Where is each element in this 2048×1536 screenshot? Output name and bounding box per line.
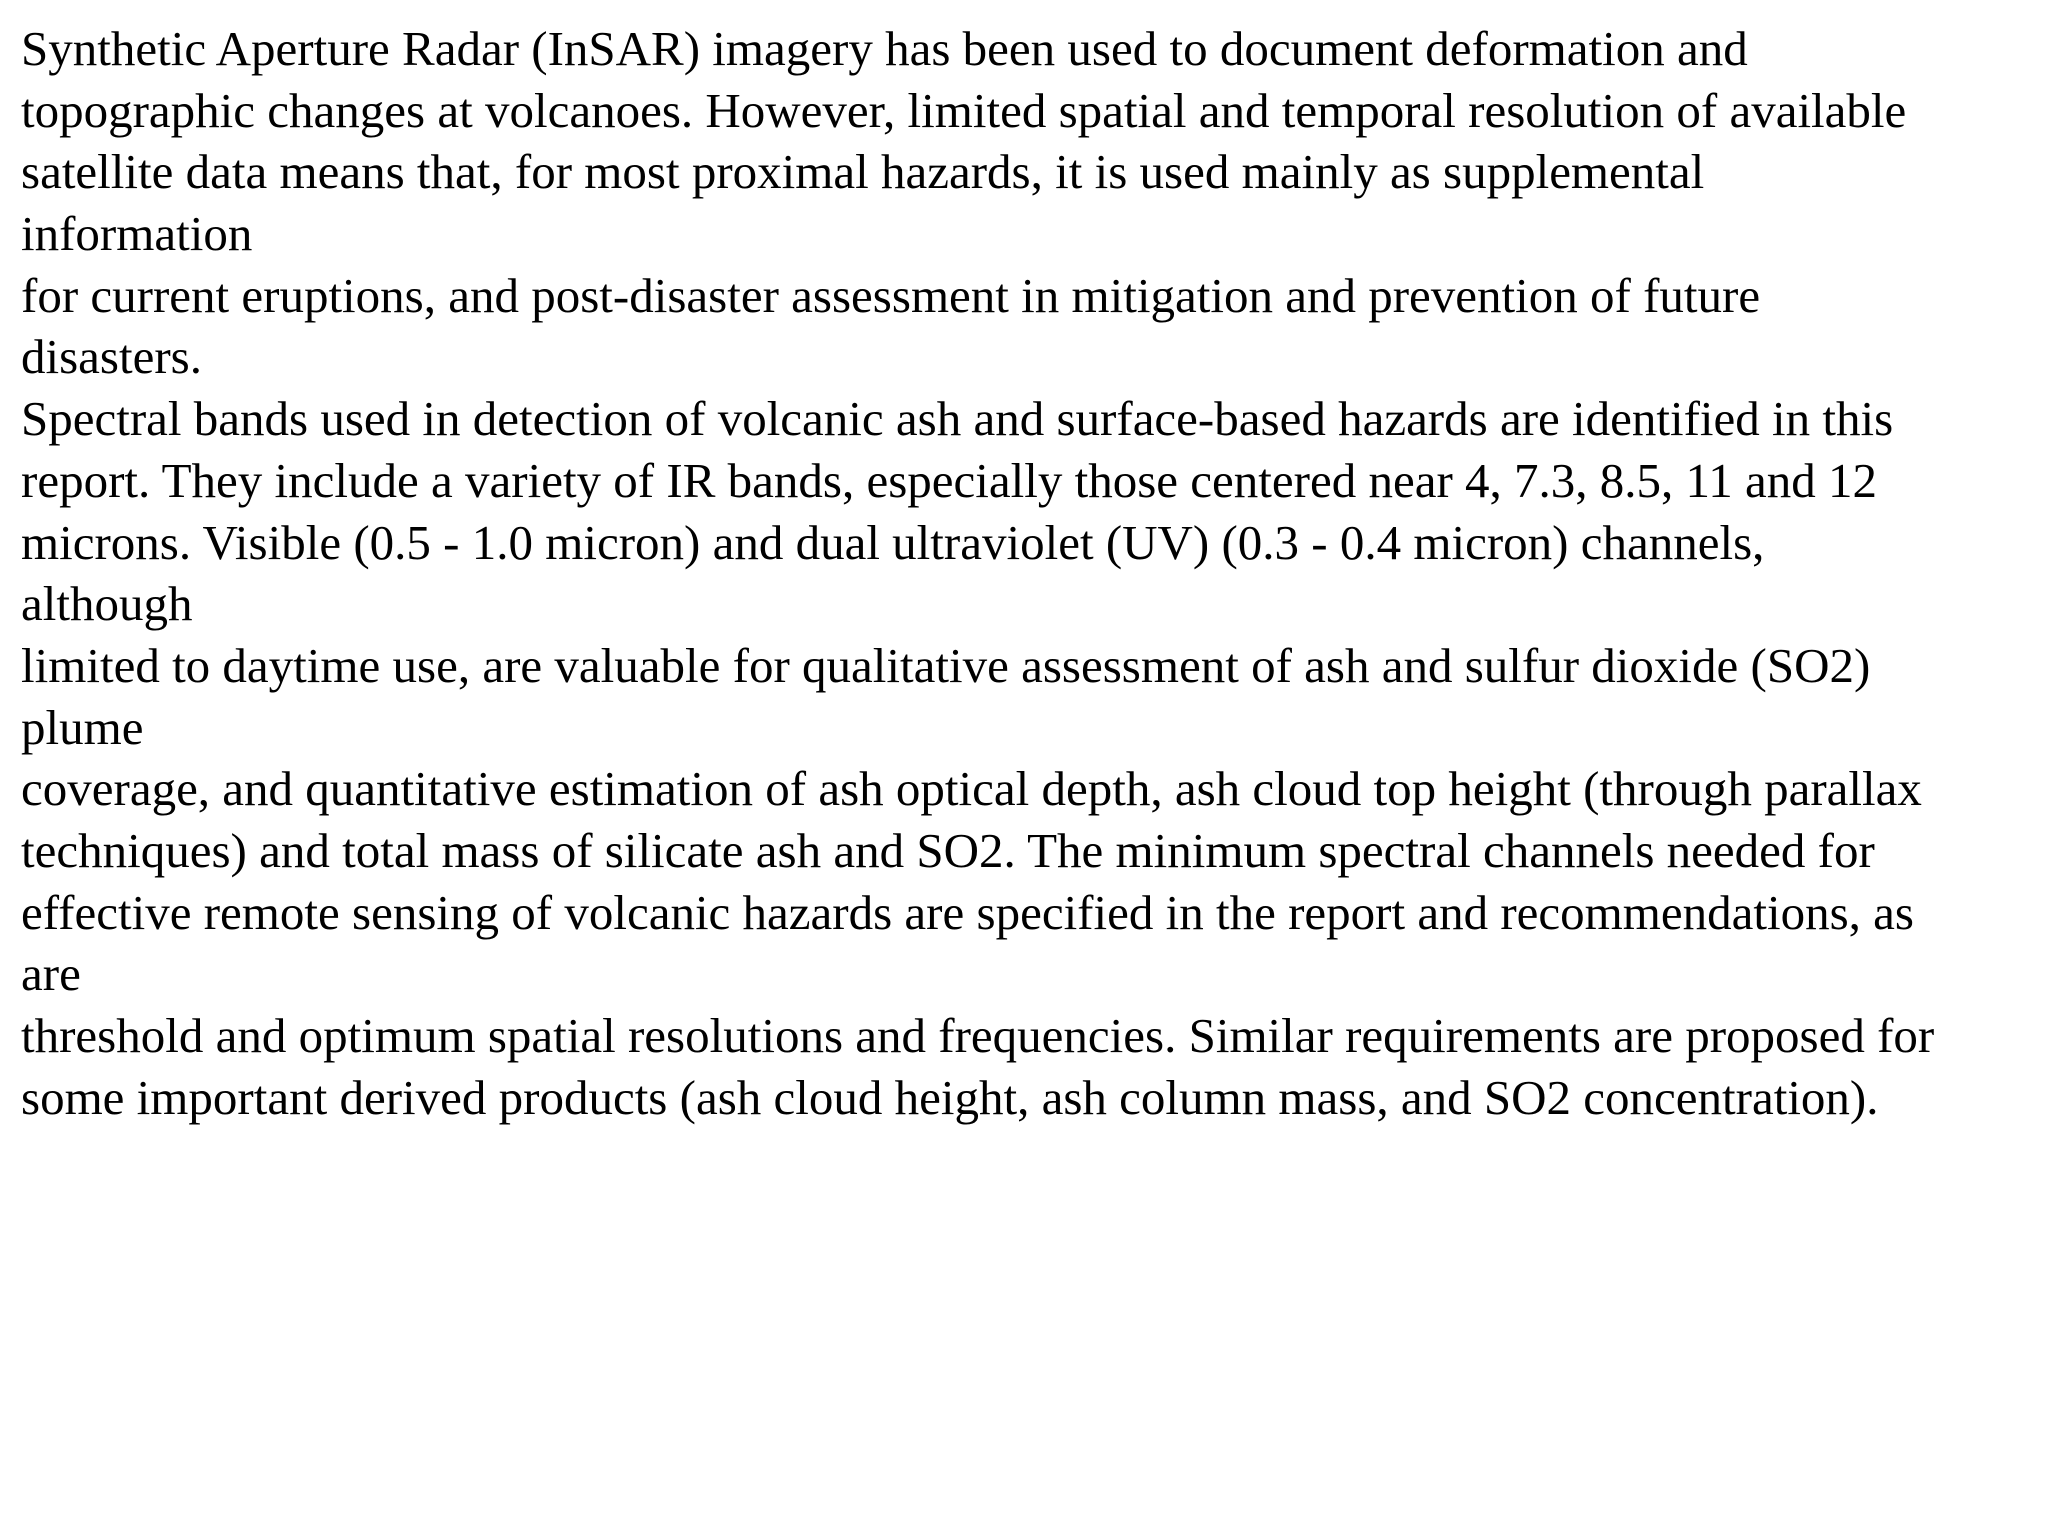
text-line: information [21, 206, 253, 262]
text-line: disasters. [21, 329, 202, 385]
text-line: microns. Visible (0.5 - 1.0 micron) and dual ultraviolet (UV) (0.3 - 0.4 micron) channels, [21, 514, 1765, 570]
text-line: threshold and optimum spatial resolutions and frequencies. Similar requirements are proposed for [21, 1008, 1935, 1063]
text-line: techniques) and total mass of silicate ash and SO2. The minimum spectral channels needed for [21, 822, 1875, 878]
text-line: topographic changes at volcanoes. However, limited spatial and temporal resolution of available [21, 82, 1907, 138]
text-line: Synthetic Aperture Radar (InSAR) imagery has been used to document deformation and [21, 21, 1748, 76]
text-line: plume [21, 699, 144, 755]
text-line: effective remote sensing of volcanic hazards are specified in the report and recommendations, as [21, 884, 1914, 940]
text-line: report. They include a variety of IR bands, especially those centered near 4, 7.3, 8.5, 11 and 12 [21, 452, 1877, 508]
text-line: satellite data means that, for most proximal hazards, it is used mainly as supplemental [21, 144, 1705, 200]
text-line: are [21, 946, 81, 1002]
text-line: for current eruptions, and post-disaster assessment in mitigation and prevention of future [21, 267, 1761, 323]
text-line: although [21, 576, 193, 632]
document-body [21, 18, 2048, 1128]
text-line: some important derived products (ash cloud height, ash column mass, and SO2 concentration). [21, 1069, 1879, 1125]
text-line: Spectral bands used in detection of volcanic ash and surface-based hazards are identified in this [21, 391, 1894, 447]
text-line: coverage, and quantitative estimation of ash optical depth, ash cloud top height (through parallax [21, 761, 1922, 817]
text-line: limited to daytime use, are valuable for qualitative assessment of ash and sulfur dioxide (SO2) [21, 637, 1871, 693]
